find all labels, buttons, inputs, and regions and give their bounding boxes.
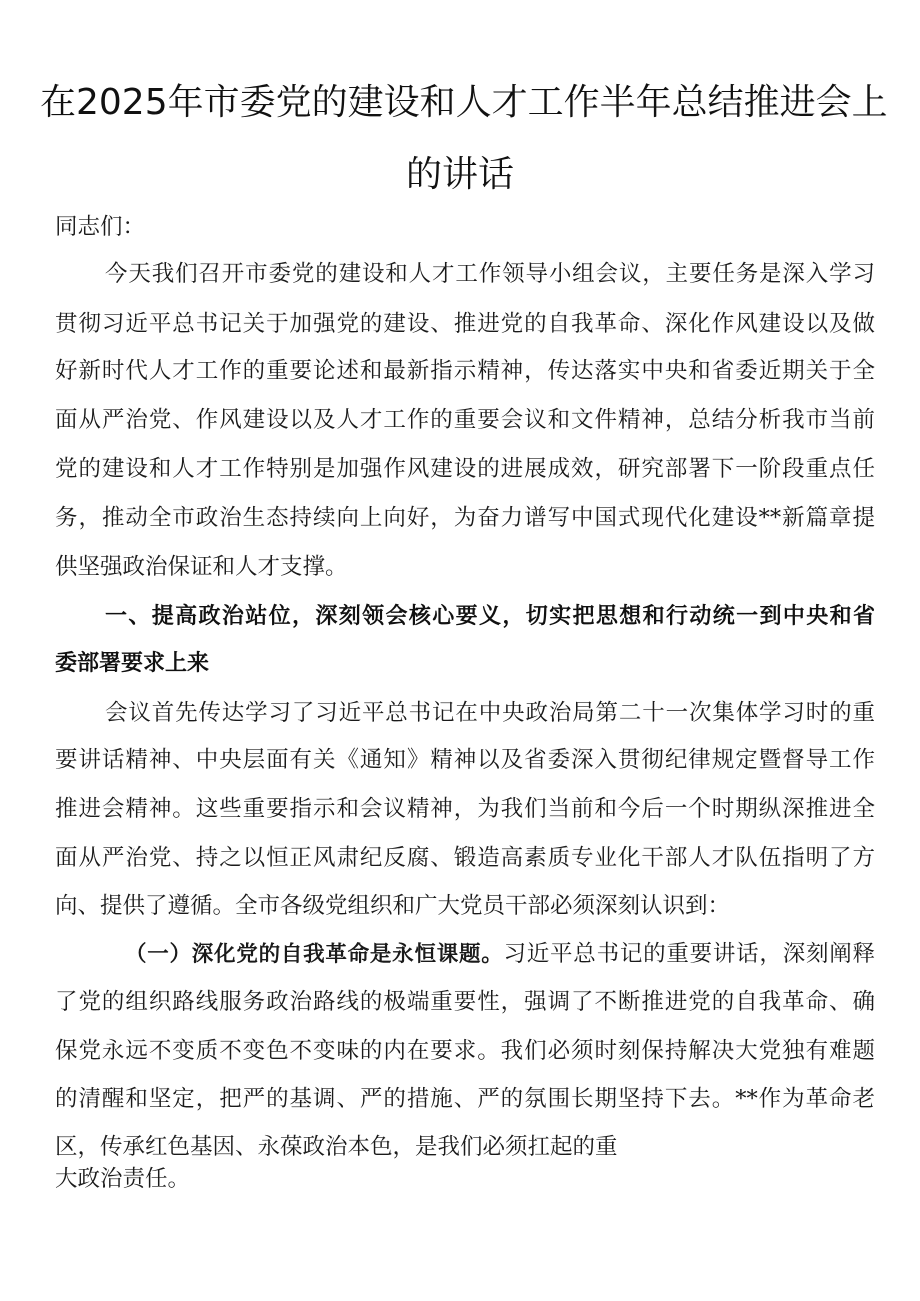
subsection-first-line-text: 习近平总书记的重要讲话，深刻阐释 bbox=[503, 941, 875, 967]
intro-line: 务，推动全市政治生态持续向上向好，为奋力谱写中国式现代化建设**新篇章提 bbox=[55, 505, 875, 531]
intro-line: 面从严治党、作风建设以及人才工作的重要会议和文件精神，总结分析我市当前 bbox=[55, 407, 875, 433]
subsection-bold-lead: （一）深化党的自我革命是永恒课题。 bbox=[125, 942, 504, 967]
section-paragraph-line: 向、提供了遵循。全市各级党组织和广大党员干部必须深刻认识到： bbox=[55, 893, 731, 919]
section-heading-line: 委部署要求上来 bbox=[55, 651, 210, 676]
section-paragraph-line: 要讲话精神、中央层面有关《通知》精神以及省委深入贯彻纪律规定暨督导工作 bbox=[55, 747, 875, 773]
document-title-line-2: 的讲话 bbox=[405, 154, 514, 195]
section-paragraph-line: 会议首先传达学习了习近平总书记在中央政治局第二十一次集体学习时的重 bbox=[105, 700, 875, 726]
subsection-line: 区，传承红色基因、永葆政治本色，是我们必须扛起的重 bbox=[55, 1134, 618, 1160]
document-title-line-1: 在2025年市委党的建设和人才工作半年总结推进会上 bbox=[40, 82, 888, 123]
section-heading-line: 一、提高政治站位，深刻领会核心要义，切实把思想和行动统一到中央和省 bbox=[105, 604, 875, 629]
subsection-line: 保党永远不变质不变色不变味的内在要求。我们必须时刻保持解决大党独有难题 bbox=[55, 1038, 875, 1064]
subsection-line: 大政治责任。 bbox=[55, 1166, 191, 1192]
subsection-line: 了党的组织路线服务政治路线的极端重要性，强调了不断推进党的自我革命、确 bbox=[55, 989, 875, 1015]
salutation: 同志们： bbox=[55, 214, 146, 240]
subsection-line: 的清醒和坚定，把严的基调、严的措施、严的氛围长期坚持下去。**作为革命老 bbox=[55, 1086, 875, 1112]
intro-line: 好新时代人才工作的重要论述和最新指示精神，传达落实中央和省委近期关于全 bbox=[55, 358, 875, 384]
section-paragraph-line: 推进会精神。这些重要指示和会议精神，为我们当前和今后一个时期纵深推进全 bbox=[55, 796, 875, 822]
section-paragraph-line: 面从严治党、持之以恒正风肃纪反腐、锻造高素质专业化干部人才队伍指明了方 bbox=[55, 845, 875, 871]
intro-line: 贯彻习近平总书记关于加强党的建设、推进党的自我革命、深化作风建设以及做 bbox=[55, 311, 875, 337]
intro-line: 供坚强政治保证和人才支撑。 bbox=[55, 554, 348, 580]
intro-line: 今天我们召开市委党的建设和人才工作领导小组会议，主要任务是深入学习 bbox=[105, 261, 875, 287]
intro-line: 党的建设和人才工作特别是加强作风建设的进展成效，研究部署下一阶段重点任 bbox=[55, 456, 875, 482]
subsection-first-line bbox=[125, 939, 875, 969]
